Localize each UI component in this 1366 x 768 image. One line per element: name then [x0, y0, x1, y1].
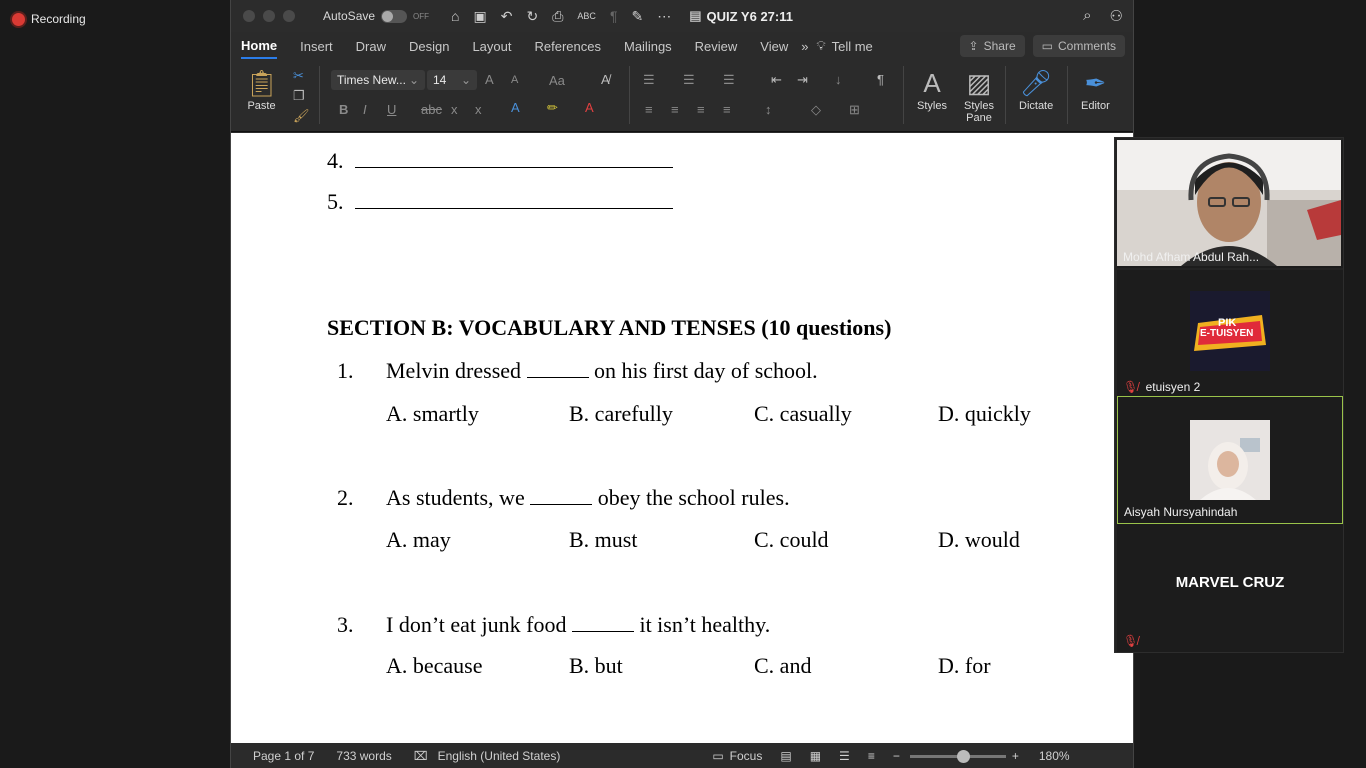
status-bar	[231, 744, 1134, 768]
option: B. must	[569, 527, 638, 552]
editor-button[interactable]	[1081, 66, 1110, 112]
lightbulb-icon: 💡︎	[816, 38, 826, 53]
participant-name: MARVEL CRUZ	[1175, 574, 1285, 591]
spelling-icon[interactable]: ABC	[577, 10, 596, 21]
participant-status	[1123, 634, 1142, 648]
document-title-text: QUIZ Y6 27:11	[706, 8, 793, 24]
more-icon[interactable]: ⋯	[657, 7, 672, 24]
option: A. may	[386, 527, 451, 552]
edit-icon[interactable]: ✎	[631, 7, 644, 24]
cut-icon[interactable]: ✂	[293, 68, 304, 83]
line-spacing-icon[interactable]: ↕	[765, 102, 772, 117]
option: B. carefully	[569, 401, 673, 426]
change-case-icon[interactable]: Aa	[549, 73, 565, 88]
list-item	[327, 189, 673, 215]
question-number: 1.	[337, 358, 354, 383]
participant-tile-active-speaker[interactable]	[1117, 396, 1343, 524]
question-text	[386, 612, 770, 638]
zoom-out-icon[interactable]: −	[892, 749, 900, 763]
tab-references[interactable]: References	[534, 38, 601, 54]
minimize-window-button[interactable]	[263, 10, 275, 22]
question-after: obey the school rules.	[597, 485, 790, 510]
participant-name: etuisyen 2	[1145, 380, 1201, 394]
autosave-label: AutoSave	[323, 9, 376, 23]
option: D. for	[938, 653, 991, 678]
option: C. and	[754, 653, 812, 678]
list-number: 4.	[327, 148, 344, 173]
zoom-slider[interactable]	[910, 755, 1006, 758]
undo-icon[interactable]: ↶	[500, 7, 513, 24]
recording-label: Recording	[31, 12, 86, 26]
dictate-button[interactable]	[1019, 66, 1053, 112]
home-icon[interactable]: ⌂	[451, 7, 460, 24]
web-layout-icon[interactable]: ▦	[809, 749, 822, 763]
zoom-window-button[interactable]	[283, 10, 295, 22]
muted-mic-icon: 🎙︎̸	[1123, 634, 1139, 648]
question-number: 3.	[337, 612, 354, 637]
question-before: I don’t eat junk food	[386, 612, 567, 637]
question-before: As students, we	[386, 485, 525, 510]
answer-blank	[572, 614, 634, 632]
account-icon[interactable]: ⚇	[1109, 8, 1123, 25]
bold-icon[interactable]: B	[339, 102, 349, 117]
subscript-icon[interactable]: x	[451, 102, 458, 117]
text-effects-icon[interactable]: A	[511, 100, 520, 115]
record-icon	[12, 13, 25, 26]
participant-tile[interactable]	[1117, 524, 1343, 652]
ribbon-divider	[1005, 66, 1006, 124]
print-icon[interactable]: ⎙	[552, 7, 564, 24]
highlight-icon[interactable]: ✏	[547, 100, 558, 115]
option: A. smartly	[386, 401, 479, 426]
option: D. would	[938, 527, 1020, 552]
question-after: it isn’t healthy.	[639, 612, 771, 637]
italic-icon[interactable]: I	[363, 102, 367, 117]
font-size-value: 14	[433, 73, 447, 87]
zoom-slider-handle[interactable]	[957, 750, 970, 763]
styles-pane-label: Styles Pane	[964, 100, 994, 124]
redo-icon[interactable]: ↻	[526, 7, 539, 24]
document-icon: ▤	[689, 8, 702, 23]
ribbon-divider	[1067, 66, 1068, 124]
list-number: 5.	[327, 189, 344, 214]
question-text	[386, 358, 818, 384]
show-marks-icon[interactable]: ¶	[877, 72, 884, 87]
borders-icon[interactable]: ⊞	[849, 102, 860, 117]
participant-name: Mohd Afham Abdul Rah...	[1123, 250, 1260, 264]
styles-pane-button[interactable]	[963, 66, 995, 124]
tab-insert[interactable]: Insert	[300, 38, 333, 54]
font-color-icon[interactable]: A	[585, 100, 594, 115]
styles-pane-icon: ▨	[966, 68, 992, 98]
autosave-toggle[interactable]	[323, 9, 429, 23]
paragraph-icon[interactable]: ¶	[609, 7, 618, 24]
tab-draw[interactable]: Draw	[355, 38, 386, 54]
toggle-switch[interactable]	[381, 10, 407, 23]
close-window-button[interactable]	[243, 10, 255, 22]
participant-tile[interactable]	[1117, 140, 1343, 268]
share-button[interactable]	[960, 35, 1025, 57]
shading-icon[interactable]: ◇	[811, 102, 821, 117]
participant-video	[1190, 420, 1270, 500]
list-item	[327, 148, 673, 174]
shrink-font-icon[interactable]: A	[511, 74, 519, 86]
title-bar	[231, 0, 1134, 32]
participant-name: Aisyah Nursyahindah	[1124, 505, 1238, 519]
zoom-in-icon[interactable]: +	[1011, 749, 1019, 763]
page-count[interactable]: Page 1 of 7	[253, 749, 315, 763]
logo-text-main: E-TUISYEN	[1200, 328, 1254, 339]
ribbon-divider	[629, 66, 630, 124]
font-name-value: Times New...	[337, 73, 406, 87]
word-window	[230, 0, 1134, 768]
document-title	[689, 8, 793, 24]
justify-icon[interactable]: ≡	[723, 102, 731, 117]
outline-icon[interactable]: ☰	[839, 749, 850, 763]
participants-panel	[1114, 137, 1344, 653]
participant-tile[interactable]	[1117, 270, 1343, 398]
clear-formatting-icon[interactable]: A̸	[601, 72, 610, 87]
chevron-down-icon: ⌄	[460, 73, 471, 87]
comments-label: Comments	[1057, 39, 1116, 53]
tab-actions	[960, 35, 1125, 57]
organization-logo	[1190, 291, 1270, 371]
tab-design[interactable]: Design	[408, 38, 450, 54]
more-tabs-icon[interactable]: »	[801, 38, 809, 54]
window-controls	[243, 10, 295, 22]
paste-button[interactable]	[245, 66, 278, 112]
share-icon: ⇪	[968, 39, 979, 53]
increase-indent-icon[interactable]: ⇥	[797, 72, 808, 87]
superscript-icon[interactable]: x	[475, 102, 482, 117]
strikethrough-icon[interactable]: abc	[421, 102, 442, 117]
logo-text-top: PIK	[1218, 317, 1237, 329]
styles-label: Styles	[917, 100, 947, 112]
numbering-icon[interactable]: ☰	[683, 72, 695, 87]
ribbon-home	[231, 60, 1134, 132]
print-layout-icon[interactable]: ▤	[780, 749, 792, 763]
share-label: Share	[983, 39, 1016, 53]
chevron-down-icon: ⌄	[408, 73, 419, 87]
question-after: on his first day of school.	[594, 358, 818, 383]
styles-button[interactable]	[917, 66, 947, 112]
sort-icon[interactable]: ↓	[835, 72, 842, 87]
editor-label: Editor	[1081, 100, 1110, 112]
question-number: 2.	[337, 485, 354, 510]
document-page[interactable]	[231, 133, 1134, 743]
zoom-percent[interactable]: 180%	[1038, 749, 1070, 763]
tab-review[interactable]: Review	[694, 38, 738, 54]
focus-label[interactable]: Focus	[729, 749, 763, 763]
tab-mailings[interactable]: Mailings	[623, 38, 672, 54]
answer-blank	[527, 360, 589, 378]
underline-icon[interactable]: U	[387, 102, 397, 117]
clipboard-icon: 📋︎	[245, 68, 279, 98]
microphone-icon: 🎤︎	[1019, 68, 1053, 98]
ribbon-divider	[319, 66, 320, 124]
answer-blank	[355, 150, 673, 168]
copy-icon[interactable]: ❐	[293, 88, 305, 103]
title-bar-right	[1083, 7, 1123, 25]
editor-pen-icon: ✒	[1084, 68, 1107, 98]
ribbon-tabs	[231, 32, 1134, 60]
tab-home[interactable]: Home	[241, 34, 277, 59]
font-name-select[interactable]	[331, 70, 425, 90]
bullets-icon[interactable]: ☰	[643, 72, 655, 87]
language-indicator[interactable]: English (United States)	[437, 749, 561, 763]
align-center-icon[interactable]: ≡	[671, 102, 679, 117]
option: A. because	[386, 653, 483, 678]
section-heading: SECTION B: VOCABULARY AND TENSES (10 questions)	[327, 315, 892, 340]
styles-icon: A	[923, 68, 941, 98]
option: C. could	[754, 527, 829, 552]
quick-access-toolbar	[451, 8, 671, 25]
muted-mic-icon: 🎙︎̸	[1123, 380, 1139, 394]
focus-icon[interactable]: ▭	[712, 749, 724, 763]
answer-blank	[530, 487, 592, 505]
multilevel-list-icon[interactable]: ☰	[723, 72, 735, 87]
tab-layout[interactable]: Layout	[472, 38, 512, 54]
comment-icon: ▭	[1041, 39, 1053, 53]
align-left-icon[interactable]: ≡	[645, 102, 653, 117]
align-right-icon[interactable]: ≡	[697, 102, 705, 117]
word-count[interactable]: 733 words	[336, 749, 392, 763]
recording-indicator	[12, 12, 86, 26]
comments-button[interactable]	[1033, 35, 1125, 57]
grow-font-icon[interactable]: A	[485, 72, 494, 87]
save-icon[interactable]: ▣	[473, 7, 487, 24]
search-icon[interactable]: ⌕	[1083, 7, 1092, 24]
paste-label: Paste	[247, 100, 276, 112]
tell-me-search[interactable]: Tell me	[831, 38, 873, 54]
option: D. quickly	[938, 401, 1031, 426]
ribbon-divider	[903, 66, 904, 124]
participant-video	[1117, 140, 1341, 266]
participant-label	[1123, 380, 1200, 394]
dictate-label: Dictate	[1019, 100, 1054, 112]
autosave-state: OFF	[413, 11, 430, 21]
format-painter-icon[interactable]: 🖌︎	[293, 108, 310, 123]
proofing-icon[interactable]: ⌧	[413, 749, 428, 763]
tab-view[interactable]: View	[760, 38, 789, 54]
draft-icon[interactable]: ≡	[867, 749, 875, 763]
font-size-select[interactable]	[427, 70, 477, 90]
question-before: Melvin dressed	[386, 358, 522, 383]
option: C. casually	[754, 401, 852, 426]
decrease-indent-icon[interactable]: ⇤	[771, 72, 782, 87]
question-text	[386, 485, 790, 511]
answer-blank	[355, 191, 673, 209]
option: B. but	[569, 653, 623, 678]
